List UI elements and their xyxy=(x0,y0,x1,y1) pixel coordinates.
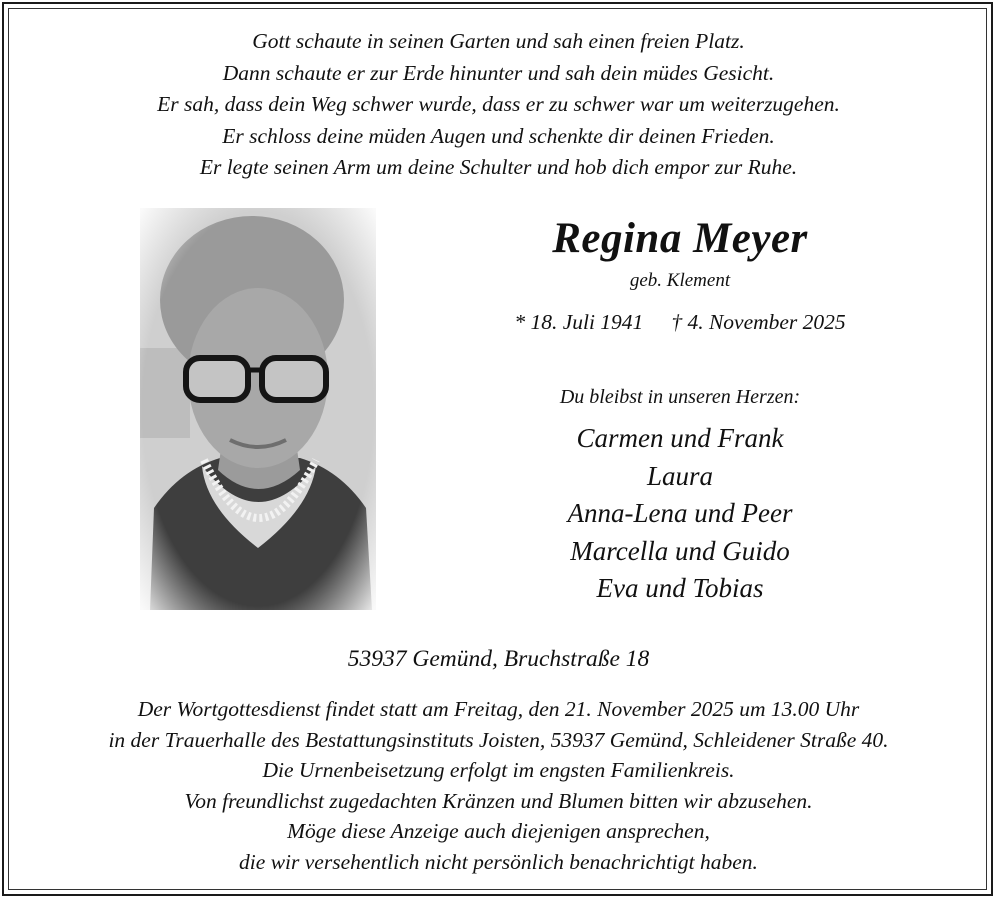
poem-line: Gott schaute in seinen Garten und sah einen freien Platz. xyxy=(252,29,745,53)
portrait-photo xyxy=(140,208,376,610)
birth-name: geb. Klement xyxy=(629,270,731,291)
mourner: Laura xyxy=(646,460,714,491)
poem xyxy=(0,26,997,184)
mourner: Carmen und Frank xyxy=(576,423,784,453)
mourner: Eva und Tobias xyxy=(596,573,764,603)
service-line: Möge diese Anzeige auch diejenigen ansprechen, xyxy=(287,819,710,843)
deceased-name: Regina Meyer xyxy=(552,215,808,262)
service-line: Der Wortgottesdienst findet statt am Freitag, den 21. November 2025 um 13.00 Uhr xyxy=(137,697,860,721)
portrait-image xyxy=(140,208,376,610)
address: 53937 Gemünd, Bruchstraße 18 xyxy=(347,646,650,672)
service-info xyxy=(0,694,997,877)
life-dates xyxy=(470,310,890,335)
mourner: Marcella und Guido xyxy=(570,535,790,566)
birth-date: * 18. Juli 1941 xyxy=(514,310,644,334)
service-line: Von freundlichst zugedachten Kränzen und Blumen bitten wir abzusehen. xyxy=(184,788,813,813)
mourner: Anna-Lena und Peer xyxy=(567,498,793,528)
poem-line: Er sah, dass dein Weg schwer wurde, dass er zu schwer war um weiterzugehen. xyxy=(157,92,840,116)
service-line: die wir versehentlich nicht persönlich benachrichtigt haben. xyxy=(239,849,758,874)
poem-line: Dann schaute er zur Erde hinunter und sah dein müdes Gesicht. xyxy=(222,60,775,85)
service-line: in der Trauerhalle des Bestattungsinstituts Joisten, 53937 Gemünd, Schleidener Straße 40. xyxy=(108,727,889,752)
poem-line: Er schloss deine müden Augen und schenkte dir deinen Frieden. xyxy=(222,123,775,148)
mourners-list xyxy=(470,420,890,608)
poem-line: Er legte seinen Arm um deine Schulter und hob dich empor zur Ruhe. xyxy=(199,155,798,179)
mourners-intro: Du bleibst in unseren Herzen: xyxy=(559,386,801,408)
service-line: Die Urnenbeisetzung erfolgt im engsten Familienkreis. xyxy=(262,758,735,782)
death-date: † 4. November 2025 xyxy=(671,310,846,334)
